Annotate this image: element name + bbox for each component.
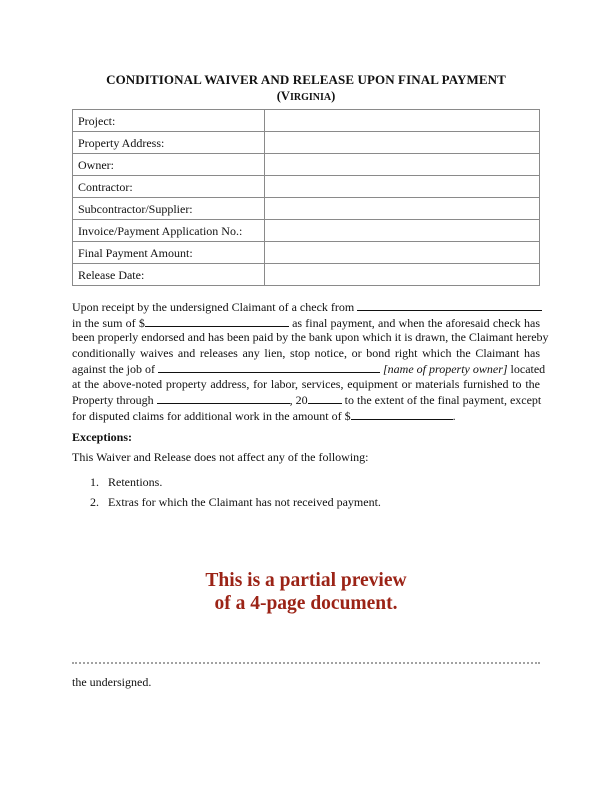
- row-value-field[interactable]: [265, 154, 540, 176]
- table-row: [73, 198, 540, 220]
- paragraph-line: [72, 408, 540, 424]
- exceptions-intro: This Waiver and Release does not affect any of the following:: [72, 450, 369, 464]
- subtitle-smallcaps: IRGINIA: [289, 92, 332, 103]
- text: against the job of: [72, 362, 155, 376]
- list-number: 2.: [90, 495, 99, 509]
- paragraph-line: [72, 315, 540, 331]
- paragraph-line: at the above-noted property address, for labor, services, equipment or materials furnished to the: [72, 376, 540, 391]
- list-number: 1.: [90, 475, 99, 489]
- table-row: [73, 176, 540, 198]
- text: Property through: [72, 393, 154, 407]
- document-subtitle: [0, 89, 612, 104]
- owner-blank[interactable]: [158, 361, 380, 373]
- waiver-paragraph: [72, 299, 549, 423]
- preview-line-2: of a 4-page document.: [214, 593, 398, 614]
- table-row: [73, 220, 540, 242]
- paragraph-line: [72, 299, 540, 315]
- subtitle-cap: V: [280, 89, 290, 103]
- text: Upon receipt by the undersigned Claimant of a check from: [72, 300, 355, 314]
- payer-blank[interactable]: [357, 299, 542, 311]
- row-label: Final Payment Amount:: [73, 242, 265, 264]
- subtitle-paren-close: ): [331, 89, 336, 103]
- text: for disputed claims for additional work in the amount of $: [72, 408, 351, 423]
- table-row: [73, 132, 540, 154]
- paragraph-line: been properly endorsed and has been paid by the bank upon which it is drawn, the Claimant hereby: [72, 330, 549, 344]
- truncated-text-line: [88, 513, 528, 519]
- paragraph-line: conditionally waives and releases any lien, stop notice, or bond right which the Claimant has: [72, 345, 540, 360]
- row-label: Property Address:: [73, 132, 265, 154]
- paragraph-line: [72, 361, 546, 377]
- through-date-blank[interactable]: [157, 392, 290, 404]
- row-label: Owner:: [73, 154, 265, 176]
- row-value-field[interactable]: [265, 220, 540, 242]
- table-row: [73, 264, 540, 286]
- exceptions-heading: Exceptions:: [72, 430, 132, 444]
- row-value-field[interactable]: [265, 242, 540, 264]
- row-value-field[interactable]: [265, 110, 540, 132]
- table-row: [73, 154, 540, 176]
- closing-text: the undersigned.: [72, 675, 152, 689]
- truncated-text-line: [72, 662, 540, 668]
- row-value-field[interactable]: [265, 198, 540, 220]
- row-value-field[interactable]: [265, 132, 540, 154]
- document-title: CONDITIONAL WAIVER AND RELEASE UPON FINAL PAYMENT: [106, 72, 506, 87]
- row-label: Subcontractor/Supplier:: [73, 198, 265, 220]
- text: as final payment, and when the aforesaid check has: [292, 315, 541, 330]
- row-value-field[interactable]: [265, 264, 540, 286]
- disputed-amount-blank[interactable]: [351, 408, 453, 420]
- table-row: [73, 242, 540, 264]
- list-text: Retentions.: [108, 475, 163, 489]
- row-label: Contractor:: [73, 176, 265, 198]
- text: in the sum of $: [72, 315, 145, 330]
- list-item: [90, 495, 381, 515]
- row-label: Release Date:: [73, 264, 265, 286]
- info-table: [72, 109, 540, 286]
- subtitle-paren-open: (: [276, 89, 281, 103]
- preview-line-1: This is a partial preview: [205, 570, 407, 591]
- partial-preview-notice: [0, 569, 612, 615]
- row-label: Invoice/Payment Application No.:: [73, 220, 265, 242]
- text: , 20: [289, 393, 308, 407]
- row-value-field[interactable]: [265, 176, 540, 198]
- text: to the extent of the final payment, except: [344, 393, 542, 407]
- sum-blank[interactable]: [145, 315, 289, 327]
- text: located: [510, 362, 546, 376]
- list-item: [90, 475, 381, 495]
- year-blank[interactable]: [308, 392, 342, 404]
- list-text: Extras for which the Claimant has not received payment.: [108, 495, 381, 509]
- paragraph-line: [72, 392, 540, 408]
- table-row: [73, 110, 540, 132]
- text: .: [452, 408, 456, 423]
- owner-hint: [name of property owner]: [382, 362, 508, 376]
- exceptions-list: [90, 475, 381, 515]
- row-label: Project:: [73, 110, 265, 132]
